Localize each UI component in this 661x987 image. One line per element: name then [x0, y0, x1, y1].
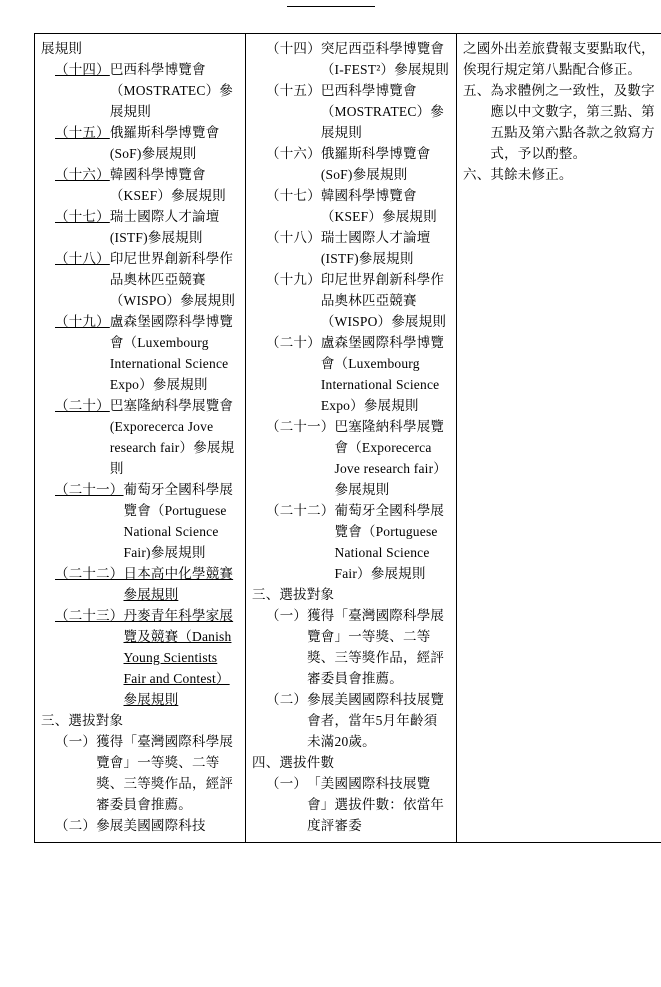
list-item-text: 參展美國國際科技展覽會者，當年5月年齡須未滿20歲。 [307, 692, 445, 749]
list-item [266, 185, 450, 227]
list-item-marker: （十四） [55, 62, 110, 77]
list-item [55, 164, 239, 206]
list-item-marker: （十四） [266, 41, 321, 56]
list-item-text: 盧森堡國際科學博覽會（Luxembourg International Science Expo）參展規則 [109, 314, 234, 392]
list-item-text: 日本高中化學競賽參展規則 [123, 566, 234, 602]
list-item-text: 葡萄牙全國科學展覽會（Portuguese National Science Fair)參展規則 [123, 482, 234, 560]
list-item [266, 38, 450, 80]
list-item-marker: （二） [55, 818, 97, 833]
list-item [55, 122, 239, 164]
list-item [463, 80, 659, 164]
list-item-text: 選拔件數 [279, 755, 335, 770]
list-item [266, 143, 450, 185]
list-item [266, 227, 450, 269]
list-item-marker: 三、 [41, 713, 69, 728]
page-header [0, 0, 661, 34]
list-item-text: 「美國國際科技展覽會」選拔件數：依當年度評審委 [307, 776, 445, 833]
list-item-text: 參展美國國際科技 [96, 818, 206, 833]
list-item-text: 韓國科學博覽會（KSEF）參展規則 [109, 167, 226, 203]
list-item [266, 269, 450, 332]
list-item [55, 563, 239, 605]
list-item-marker: （二十） [266, 335, 321, 350]
table-cell-middle [246, 34, 457, 843]
list-item [266, 500, 450, 584]
list-item-text: 選拔對象 [68, 713, 124, 728]
list-item [55, 605, 239, 710]
comparison-table [34, 33, 661, 843]
list-item-marker: 六、 [463, 167, 491, 182]
list-item [55, 395, 239, 479]
list-item-marker: （十六） [266, 146, 321, 161]
list-item [266, 605, 450, 689]
list-item-text: 為求體例之一致性，及數字應以中文數字，第三點、第五點及第六點各款之敘寫方式，予以酌整。 [490, 83, 655, 161]
list-item-marker: （二十二） [266, 503, 335, 518]
list-item [252, 752, 450, 773]
list-item-marker: 三、 [252, 587, 280, 602]
list-item [266, 416, 450, 500]
table-row [35, 34, 661, 843]
list-item [55, 248, 239, 311]
list-item-text: 突尼西亞科學博覽會（I-FEST²）參展規則 [320, 41, 449, 77]
list-item-marker: （一） [55, 734, 97, 749]
list-item [266, 80, 450, 143]
list-item-text: 其餘未修正。 [490, 167, 573, 182]
list-item-marker: （十七） [55, 209, 110, 224]
list-item [266, 332, 450, 416]
list-item-marker: （十五） [266, 83, 321, 98]
list-item-text: 俄羅斯科學博覽會(SoF)參展規則 [109, 125, 220, 161]
list-item [463, 164, 659, 185]
list-item [55, 311, 239, 395]
list-item-marker: （一） [266, 776, 308, 791]
table-cell-left [35, 34, 246, 843]
list-item-text: 巴塞隆納科學展覽會(Exporecerca Jove research fair）參展規則 [109, 398, 235, 476]
list-item-text: 瑞士國際人才論壇(ISTF)參展規則 [320, 230, 431, 266]
list-item-text: 印尼世界創新科學作品奧林匹亞競賽（WISPO）參展規則 [109, 251, 236, 308]
list-item-text: 獲得「臺灣國際科學展覽會」一等獎、二等獎、三等獎作品，經評審委員會推薦。 [96, 734, 234, 812]
list-item-text: 獲得「臺灣國際科學展覽會」一等獎、二等獎、三等獎作品，經評審委員會推薦。 [307, 608, 445, 686]
list-item-text: 盧森堡國際科學博覽會（Luxembourg International Science Expo）參展規則 [320, 335, 445, 413]
list-item-marker: 四、 [252, 755, 280, 770]
list-item-marker: 五、 [463, 83, 491, 98]
list-item-text: 巴塞隆納科學展覽會（Exporecerca Jove research fair）參展規則 [334, 419, 447, 497]
list-item-marker: （十九） [55, 314, 110, 329]
list-item-marker: （二十一） [266, 419, 335, 434]
list-item [55, 815, 239, 836]
paragraph-continuation: 之國外出差旅費報支要點取代，俟現行規定第八點配合修正。 [463, 41, 655, 77]
list-item [55, 479, 239, 563]
list-item-marker: （十五） [55, 125, 110, 140]
list-item-marker: （二十三） [55, 608, 124, 623]
list-item-text: 選拔對象 [279, 587, 335, 602]
list-item-text: 葡萄牙全國科學展覽會（Portuguese National Science Fair）參展規則 [334, 503, 445, 581]
list-item-text: 俄羅斯科學博覽會(SoF)參展規則 [320, 146, 431, 182]
list-item [55, 731, 239, 815]
list-item-marker: （十六） [55, 167, 110, 182]
list-item-marker: （二） [266, 692, 308, 707]
list-item [55, 59, 239, 122]
list-item [266, 689, 450, 752]
list-item-text: 巴西科學博覽會（MOSTRATEC）參展規則 [109, 62, 233, 119]
list-item-text: 丹麥青年科學家展覽及競賽（Danish Young Scientists Fair and Contest）參展規則 [123, 608, 234, 707]
list-item [266, 773, 450, 836]
list-item-text: 巴西科學博覽會（MOSTRATEC）參展規則 [320, 83, 444, 140]
list-item-marker: （十九） [266, 272, 321, 287]
list-item [252, 584, 450, 605]
list-item-marker: （二十一） [55, 482, 124, 497]
list-item-marker: （二十） [55, 398, 110, 413]
list-item-text: 韓國科學博覽會（KSEF）參展規則 [320, 188, 437, 224]
list-item-marker: （一） [266, 608, 308, 623]
list-item-text: 印尼世界創新科學作品奧林匹亞競賽（WISPO）參展規則 [320, 272, 447, 329]
list-item-marker: （二十二） [55, 566, 124, 581]
top-divider-rule [287, 6, 375, 7]
list-item [41, 710, 239, 731]
list-item-marker: （十七） [266, 188, 321, 203]
list-item-marker: （十八） [55, 251, 110, 266]
list-item-text: 瑞士國際人才論壇(ISTF)參展規則 [109, 209, 220, 245]
table-cell-right [457, 34, 661, 843]
paragraph-continuation: 展規則 [41, 41, 83, 56]
list-item-marker: （十八） [266, 230, 321, 245]
list-item [55, 206, 239, 248]
